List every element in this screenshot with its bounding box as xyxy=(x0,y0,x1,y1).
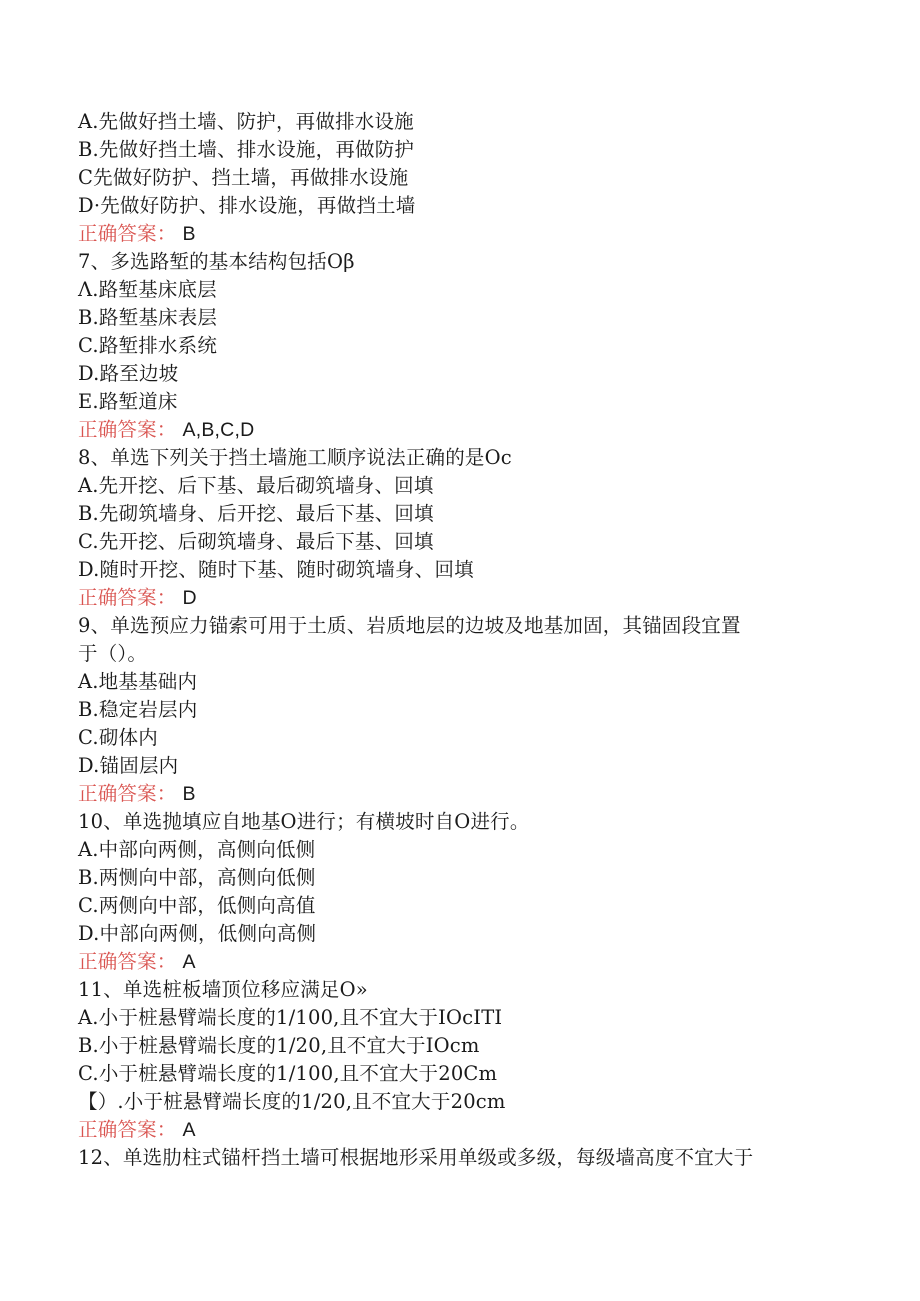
answer-11 xyxy=(78,1116,838,1144)
answer-label: 正确答案： xyxy=(78,222,177,245)
answer-label: 正确答案： xyxy=(78,586,177,609)
option-6b: B.先做好挡土墙、排水设施，再做防护 xyxy=(78,138,415,161)
option-8c: C.先开挖、后砌筑墙身、最后下基、回填 xyxy=(78,530,434,553)
answer-label: 正确答案： xyxy=(78,418,177,441)
answer-7 xyxy=(78,416,838,444)
document-page xyxy=(78,108,838,1172)
question-11: 11、单选桩板墙顶位移应满足O» xyxy=(78,978,368,1001)
option-11b: B.小于桩悬臂端长度的1/20,且不宜大于IOcm xyxy=(78,1034,480,1057)
option-11c: C.小于桩悬臂端长度的1/100,且不宜大于20Cm xyxy=(78,1062,498,1085)
option-9b: B.稳定岩层内 xyxy=(78,698,198,721)
answer-value: A xyxy=(182,951,196,973)
option-8d: D.随时开挖、随时下基、随时砌筑墙身、回填 xyxy=(78,558,474,581)
answer-6 xyxy=(78,220,838,248)
question-12: 12、单选肋柱式锚杆挡土墙可根据地形采用单级或多级，每级墙高度不宜大于 xyxy=(78,1146,754,1169)
answer-label: 正确答案： xyxy=(78,782,177,805)
question-10: 10、单选抛填应自地基O进行；有横坡时自O进行。 xyxy=(78,810,530,833)
option-9d: D.锚固层内 xyxy=(78,754,179,777)
option-6d: D·先做好防护、排水设施，再做挡土墙 xyxy=(78,194,416,217)
option-6c: C先做好防护、挡土墙，再做排水设施 xyxy=(78,166,409,189)
question-8: 8、单选下列关于挡土墙施工顺序说法正确的是Oc xyxy=(78,446,512,469)
question-9: 9、单选预应力锚索可用于土质、岩质地层的边坡及地基加固，其锚固段宜置 xyxy=(78,614,741,637)
answer-value: B xyxy=(182,783,196,805)
answer-10 xyxy=(78,948,838,976)
answer-8 xyxy=(78,584,838,612)
option-8b: B.先砌筑墙身、后开挖、最后下基、回填 xyxy=(78,502,434,525)
option-9a: A.地基基础内 xyxy=(78,670,198,693)
answer-value: D xyxy=(182,587,197,609)
answer-value: B xyxy=(182,223,196,245)
answer-value: A xyxy=(182,1119,196,1141)
answer-value: A,B,C,D xyxy=(182,419,255,441)
question-9-cont: 于（）。 xyxy=(78,642,148,665)
answer-label: 正确答案： xyxy=(78,950,177,973)
question-7: 7、多选路堑的基本结构包括Oβ xyxy=(78,250,355,273)
option-7d: D.路至边坡 xyxy=(78,362,179,385)
option-9c: C.砌体内 xyxy=(78,726,158,749)
option-10c: C.两侧向中部，低侧向高值 xyxy=(78,894,316,917)
answer-9 xyxy=(78,780,838,808)
option-10d: D.中部向两侧，低侧向高侧 xyxy=(78,922,317,945)
option-7a: Λ.路堑基床底层 xyxy=(78,278,217,301)
option-7e: E.路堑道床 xyxy=(78,390,178,413)
option-8a: A.先开挖、后下基、最后砌筑墙身、回填 xyxy=(78,474,434,497)
option-6a: A.先做好挡土墙、防护，再做排水设施 xyxy=(78,110,414,133)
option-10a: A.中部向两侧，高侧向低侧 xyxy=(78,838,316,861)
answer-label: 正确答案： xyxy=(78,1118,177,1141)
option-10b: B.两恻向中部，高侧向低侧 xyxy=(78,866,316,889)
option-11a: A.小于桩悬臂端长度的1/100,且不宜大于IOcITI xyxy=(78,1006,503,1029)
option-7b: B.路堑基床表层 xyxy=(78,306,218,329)
option-7c: C.路堑排水系统 xyxy=(78,334,218,357)
option-11d: 【）.小于桩悬臂端长度的1/20,且不宜大于20cm xyxy=(78,1090,506,1113)
